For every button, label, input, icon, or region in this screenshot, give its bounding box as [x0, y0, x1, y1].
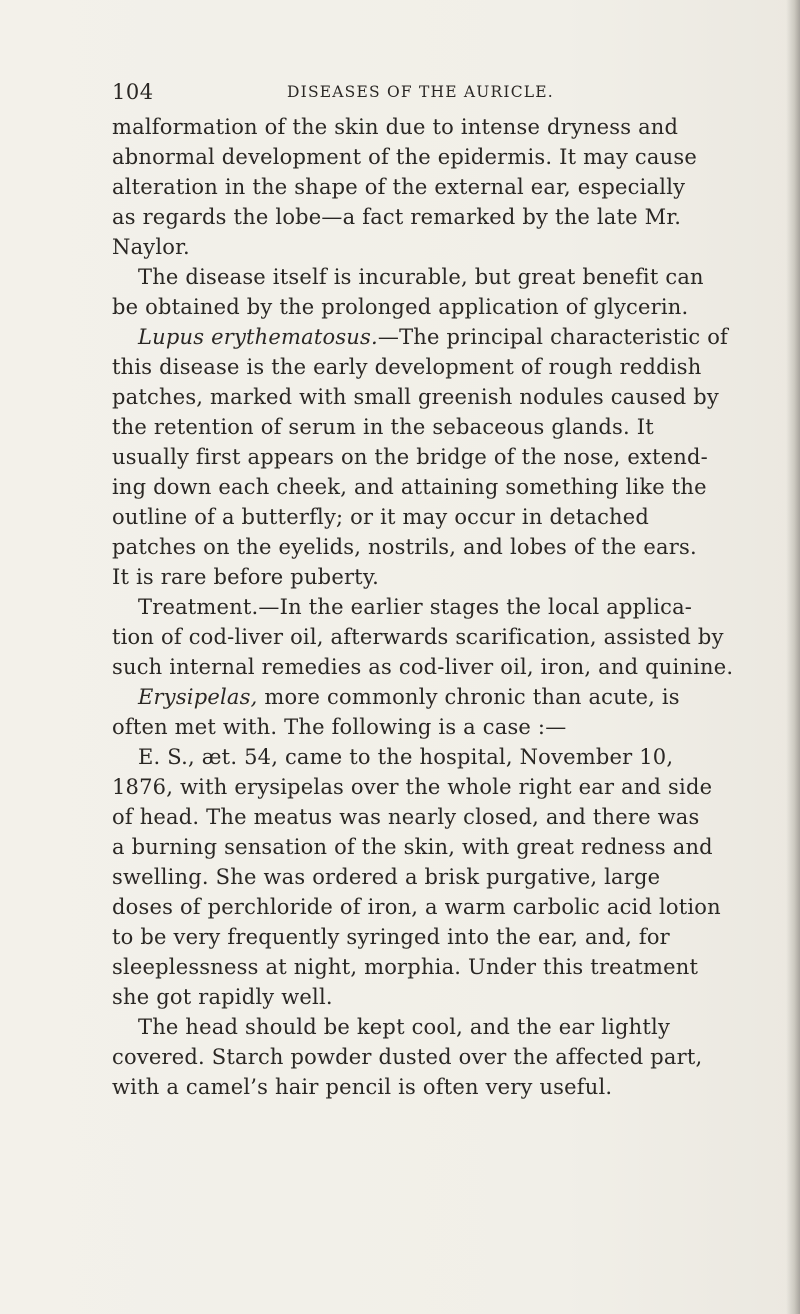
line-text: The disease itself is incurable, but great benefit can: [138, 265, 704, 289]
text-line: [112, 682, 752, 712]
text-line: [112, 442, 752, 472]
line-text: often met with. The following is a case :—: [112, 715, 567, 739]
running-title: DISEASES OF THE AURICLE.: [287, 83, 554, 101]
body-text: [112, 112, 752, 1102]
line-text: of head. The meatus was nearly closed, and there was: [112, 805, 700, 829]
text-line: [112, 892, 752, 922]
line-text: E. S., æt. 54, came to the hospital, November 10,: [138, 745, 674, 769]
line-text: —The principal characteristic of: [377, 325, 729, 349]
line-text: malformation of the skin due to intense dryness and: [112, 115, 679, 139]
line-text: abnormal development of the epidermis. It may cause: [112, 145, 697, 169]
line-text: the retention of serum in the sebaceous glands. It: [112, 415, 654, 439]
line-text: to be very frequently syringed into the ear, and, for: [112, 925, 670, 949]
line-text: 1876, with erysipelas over the whole right ear and side: [112, 775, 713, 799]
text-line: [112, 772, 752, 802]
line-text: a burning sensation of the skin, with great redness and: [112, 835, 713, 859]
text-line: [112, 172, 752, 202]
line-text: Treatment.—In the earlier stages the local applica-: [138, 595, 693, 619]
text-line: [112, 352, 752, 382]
line-text: alteration in the shape of the external ear, especially: [112, 175, 686, 199]
text-line: [112, 472, 752, 502]
text-line: [112, 982, 752, 1012]
line-text: be obtained by the prolonged application of glycerin.: [112, 295, 689, 319]
text-line: [112, 1012, 752, 1042]
text-line: [112, 202, 752, 232]
line-text: outline of a butterfly; or it may occur in detached: [112, 505, 650, 529]
text-line: [112, 862, 752, 892]
text-line: [112, 832, 752, 862]
line-text: covered. Starch powder dusted over the affected part,: [112, 1045, 703, 1069]
line-text: more commonly chronic than acute, is: [257, 685, 680, 709]
italic-term: Lupus erythematosus.: [138, 325, 378, 349]
text-line: [112, 232, 752, 262]
page-edge-shadow: [786, 0, 800, 1314]
text-line: [112, 922, 752, 952]
text-line: [112, 802, 752, 832]
line-text: tion of cod-liver oil, afterwards scarification, assisted by: [112, 625, 724, 649]
text-line: [112, 322, 752, 352]
line-text: patches on the eyelids, nostrils, and lobes of the ears.: [112, 535, 697, 559]
text-line: [112, 562, 752, 592]
text-line: [112, 1042, 752, 1072]
line-text: she got rapidly well.: [112, 985, 333, 1009]
text-line: [112, 112, 752, 142]
page-number: 104: [112, 80, 154, 104]
page-header: [112, 80, 732, 110]
line-text: Naylor.: [112, 235, 190, 259]
line-text: doses of perchloride of iron, a warm carbolic acid lotion: [112, 895, 721, 919]
text-line: [112, 592, 752, 622]
text-line: [112, 742, 752, 772]
line-text: usually first appears on the bridge of the nose, extend-: [112, 445, 708, 469]
line-text: patches, marked with small greenish nodules caused by: [112, 385, 719, 409]
text-line: [112, 1072, 752, 1102]
text-line: [112, 412, 752, 442]
text-line: [112, 382, 752, 412]
line-text: such internal remedies as cod-liver oil, iron, and quinine.: [112, 655, 734, 679]
line-text: as regards the lobe—a fact remarked by the late Mr.: [112, 205, 682, 229]
text-line: [112, 142, 752, 172]
text-line: [112, 262, 752, 292]
line-text: The head should be kept cool, and the ear lightly: [138, 1015, 671, 1039]
text-line: [112, 502, 752, 532]
line-text: ing down each cheek, and attaining something like the: [112, 475, 707, 499]
text-line: [112, 652, 752, 682]
text-line: [112, 532, 752, 562]
line-text: with a camel’s hair pencil is often very useful.: [112, 1075, 613, 1099]
text-line: [112, 292, 752, 322]
text-line: [112, 952, 752, 982]
text-line: [112, 622, 752, 652]
line-text: It is rare before puberty.: [112, 565, 379, 589]
line-text: swelling. She was ordered a brisk purgative, large: [112, 865, 661, 889]
line-text: sleeplessness at night, morphia. Under this treatment: [112, 955, 699, 979]
italic-term: Erysipelas,: [138, 685, 258, 709]
text-line: [112, 712, 752, 742]
line-text: this disease is the early development of rough reddish: [112, 355, 702, 379]
